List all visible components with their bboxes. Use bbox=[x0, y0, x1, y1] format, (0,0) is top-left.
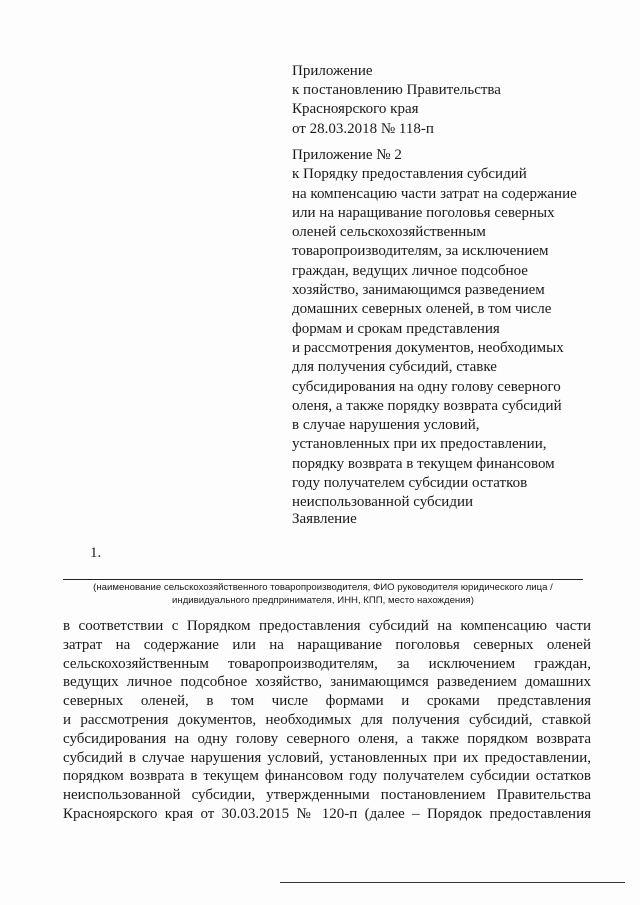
appendix-line: году получателем субсидии остатков bbox=[292, 475, 528, 492]
appendix-line: граждан, ведущих личное подсобное bbox=[292, 262, 528, 279]
page-bottom-line bbox=[280, 882, 625, 883]
body-line: субсидирования на одну голову северного оленя, а также порядком возврата bbox=[63, 730, 591, 747]
header-line: от 28.03.2018 № 118-п bbox=[292, 120, 434, 137]
appendix-line: неиспользованной субсидии bbox=[292, 494, 474, 511]
header-line: Красноярского края bbox=[292, 101, 419, 118]
appendix-line: товаропроизводителям, за исключением bbox=[292, 243, 549, 260]
caption-line: индивидуального предпринимателя, ИНН, КПП, место нахождения) bbox=[172, 595, 474, 606]
caption-line: (наименование сельскохозяйственного товаропроизводителя, ФИО руководителя юридического лица / bbox=[93, 582, 553, 593]
appendix-line: на компенсацию части затрат на содержание bbox=[292, 185, 577, 202]
appendix-line: к Порядку предоставления субсидий bbox=[292, 166, 527, 183]
appendix-line: оленя, а также порядку возврата субсидий bbox=[292, 397, 562, 414]
appendix-line: субсидирования на одну голову северного bbox=[292, 378, 561, 395]
body-line: Красноярского края от 30.03.2015 № 120-п (далее – Порядок предоставления bbox=[63, 805, 591, 822]
appendix-line: хозяйство, занимающимся разведением bbox=[292, 282, 545, 299]
body-paragraph bbox=[63, 617, 591, 824]
appendix-line: в случае нарушения условий, bbox=[292, 417, 480, 434]
item-number: 1. bbox=[90, 545, 102, 561]
appendix-2-header bbox=[292, 146, 612, 513]
form-title: Заявление bbox=[292, 511, 357, 527]
body-line: порядком возврата в текущем финансовом году получателем субсидии остатков bbox=[63, 768, 591, 785]
body-line: неиспользованной субсидии, утвержденными постановлением Правительства bbox=[63, 787, 591, 804]
body-line: ведущих личное подсобное хозяйство, занимающимся разведением домашних bbox=[63, 674, 591, 691]
body-line: и рассмотрения документов, необходимых для получения субсидий, ставкой bbox=[63, 711, 591, 728]
appendix-line: домашних северных оленей, в том числе bbox=[292, 301, 552, 318]
appendix-line: для получения субсидий, ставке bbox=[292, 359, 497, 376]
appendix-line: или на наращивание поголовья северных bbox=[292, 204, 555, 221]
body-line: северных оленей, в том числе формами и сроками представления bbox=[63, 693, 591, 710]
header-line: Приложение bbox=[292, 63, 373, 79]
applicant-fill-line bbox=[63, 579, 583, 580]
body-line: сельскохозяйственным товаропроизводителям, за исключением граждан, bbox=[63, 655, 591, 672]
approval-header bbox=[292, 62, 612, 139]
appendix-line: Приложение № 2 bbox=[292, 147, 402, 163]
appendix-line: порядку возврата в текущем финансовом bbox=[292, 455, 555, 472]
header-line: к постановлению Правительства bbox=[292, 82, 501, 99]
body-line: субсидий в случае нарушения условий, установленных при их предоставлении, bbox=[63, 749, 591, 766]
body-line: в соответствии с Порядком предоставления субсидий на компенсацию части bbox=[63, 618, 591, 634]
appendix-line: формам и срокам представления bbox=[292, 320, 500, 337]
appendix-line: оленей сельскохозяйственным bbox=[292, 224, 486, 241]
appendix-line: и рассмотрения документов, необходимых bbox=[292, 339, 564, 356]
fill-line-caption bbox=[63, 581, 583, 607]
appendix-line: установленных при их предоставлении, bbox=[292, 436, 547, 453]
body-line: затрат на содержание или на наращивание поголовья северных оленей bbox=[63, 636, 591, 653]
